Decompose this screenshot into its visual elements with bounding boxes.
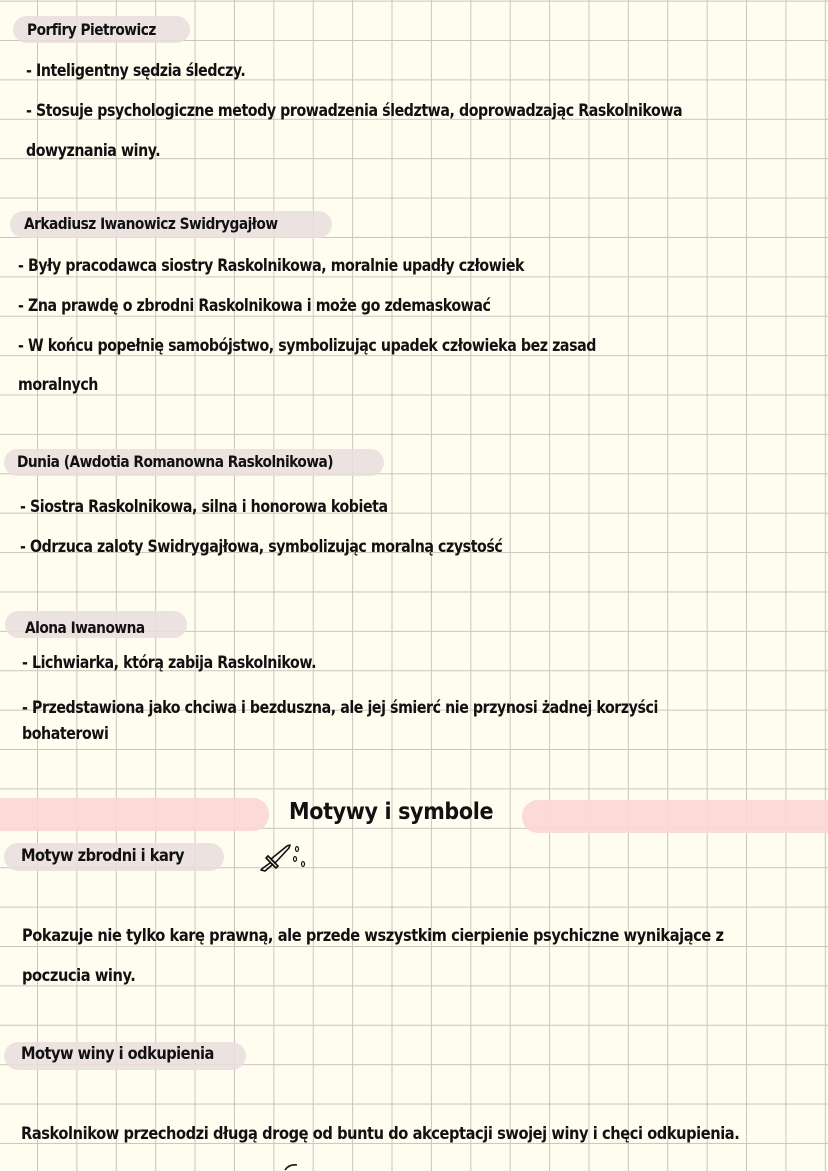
character-note: - Zna prawdę o zbrodni Raskolnikowa i może go zdemaskować bbox=[18, 296, 491, 315]
character-name-swidrygajlow: Arkadiusz Iwanowicz Swidrygajłow bbox=[24, 214, 278, 233]
character-note: - Przedstawiona jako chciwa i bezduszna, ale jej śmierć nie przynosi żadnej korzyści bbox=[22, 698, 658, 717]
motif-description: poczucia winy. bbox=[22, 966, 136, 986]
motif-description: Pokazuje nie tylko karę prawną, ale przede wszystkim cierpienie psychiczne wynikające z bbox=[22, 926, 724, 946]
sword-icon bbox=[257, 840, 311, 874]
character-note: dowyznania winy. bbox=[26, 141, 161, 160]
character-note: - Lichwiarka, którą zabija Raskolnikow. bbox=[22, 653, 317, 672]
character-note: moralnych bbox=[18, 375, 98, 394]
character-note: - Stosuje psychologiczne metody prowadzenia śledztwa, doprowadzając Raskolnikowa bbox=[26, 101, 683, 120]
motif-name-guilt-redemption: Motyw winy i odkupienia bbox=[21, 1044, 214, 1064]
character-name-dunia: Dunia (Awdotia Romanowna Raskolnikowa) bbox=[17, 452, 334, 471]
motif-description: Raskolnikow przechodzi długą drogę od buntu do akceptacji swojej winy i chęci odkupienia. bbox=[21, 1124, 740, 1144]
character-name-porfiry: Porfiry Pietrowicz bbox=[27, 20, 156, 39]
partial-doodle-icon bbox=[283, 1162, 303, 1171]
motif-name-crime-punishment: Motyw zbrodni i kary bbox=[21, 846, 185, 866]
character-note: - W końcu popełnię samobójstwo, symbolizując upadek człowieka bez zasad bbox=[18, 336, 596, 355]
character-note: - Odrzuca zaloty Swidrygajłowa, symbolizując moralną czystość bbox=[20, 537, 503, 556]
character-note: - Siostra Raskolnikowa, silna i honorowa kobieta bbox=[20, 497, 388, 516]
section-band-right bbox=[522, 800, 828, 833]
character-note: - Były pracodawca siostry Raskolnikowa, moralnie upadły człowiek bbox=[18, 256, 525, 275]
character-name-alona: Alona Iwanowna bbox=[25, 618, 145, 637]
section-band-left bbox=[0, 798, 269, 831]
character-note: bohaterowi bbox=[22, 724, 109, 743]
character-note: - Inteligentny sędzia śledczy. bbox=[26, 61, 246, 80]
section-title: Motywy i symbole bbox=[289, 799, 494, 825]
